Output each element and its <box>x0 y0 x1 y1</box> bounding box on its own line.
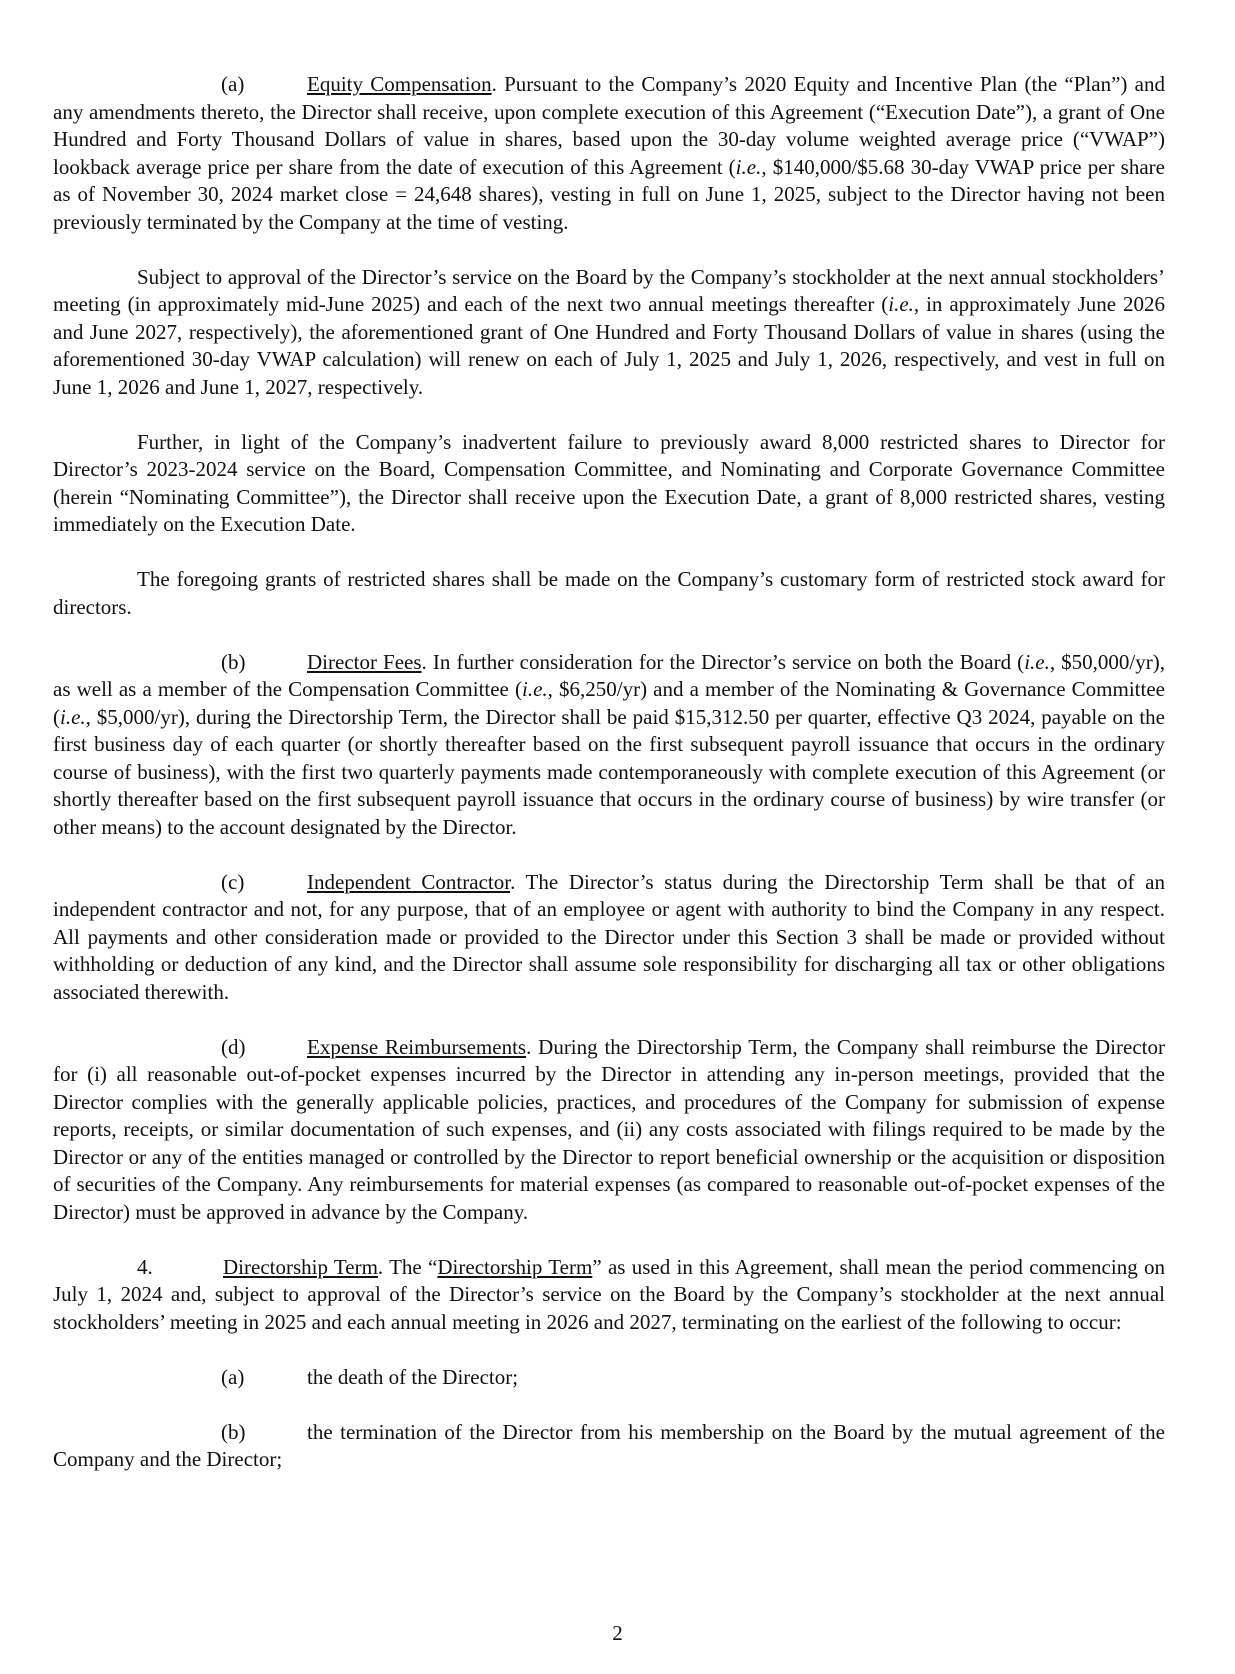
document-body <box>53 71 1165 1501</box>
section-label: 4. <box>137 1254 153 1279</box>
italic-ie: i.e. <box>888 292 914 316</box>
paragraph-text: The foregoing grants of restricted shares shall be made on the Company’s customary form of restricted stock award for directors. <box>53 567 1165 619</box>
section-text: ” as used in this Agreement, shall mean the period commencing on July 1, 2024 and, subject to approval of the Director’s service on the Board by the Company’s stockholder at the next annual stockholders’ meeting in 2025 and each annual meeting in 2026 and 2027, terminating on the earliest of the following to occur: <box>53 1254 1165 1334</box>
italic-ie: i.e. <box>60 704 86 729</box>
paragraph-4b <box>53 1419 1165 1474</box>
paragraph-4a <box>53 1364 1165 1392</box>
paragraph-3a-renewal <box>53 264 1165 402</box>
paragraph-3b-director-fees <box>53 649 1165 842</box>
paragraph-3a-restricted-shares <box>53 429 1165 539</box>
item-label: (a) <box>221 1364 245 1389</box>
clause-label: (c) <box>221 869 245 894</box>
clause-title: Independent Contractor <box>307 869 511 894</box>
item-label: (b) <box>221 1419 246 1444</box>
clause-title: Equity Compensation <box>307 72 492 96</box>
paragraph-text: Subject to approval of the Director’s service on the Board by the Company’s stockholder at the next annual stockholders’ meeting (in approximately mid-June 2025) and each of the next two annual meetings thereafter ( <box>53 264 1165 316</box>
clause-text: . Pursuant to the Company’s 2020 Equity and Incentive Plan (the “Plan”) and any amendments thereto, the Director shall receive, upon complete execution of this Agreement (“Execution Date”), a grant of One Hundred and Forty Thousand Dollars of value in shares, based upon the 30-day volume weighted average price (“VWAP”) lookback average price per share from the date of execution of this Agreement ( <box>53 72 1165 179</box>
paragraph-3a-equity-compensation <box>53 71 1165 236</box>
item-text: the termination of the Director from his membership on the Board by the mutual agreement of the Company and the Director; <box>53 1419 1165 1471</box>
paragraph-4-directorship-term <box>53 1254 1165 1337</box>
paragraph-3c-independent-contractor <box>53 869 1165 1007</box>
clause-text: . During the Directorship Term, the Company shall reimburse the Director for (i) all reasonable out-of-pocket expenses incurred by the Director in attending any in-person meetings, provided that the Director complies with the generally applicable policies, practices, and procedures of the Company for submission of expense reports, receipts, or similar documentation of such expenses, and (ii) any costs associated with filings required to be made by the Director or any of the entities managed or controlled by the Director to report beneficial ownership or the acquisition or disposition of securities of the Company. Any reimbursements for material expenses (as compared to reasonable out-of-pocket expenses of the Director) must be approved in advance by the Company. <box>53 1034 1165 1224</box>
italic-ie: i.e. <box>521 677 548 701</box>
paragraph-3d-expense-reimbursements <box>53 1034 1165 1227</box>
clause-title: Expense Reimbursements <box>307 1034 527 1059</box>
italic-ie: i.e. <box>1024 649 1050 674</box>
clause-title: Director Fees <box>307 649 422 674</box>
item-text: the death of the Director; <box>307 1364 519 1389</box>
clause-label: (d) <box>221 1034 246 1059</box>
clause-text: , $6,250/yr) and a member of the Nominating & Governance Committee ( <box>53 677 1165 729</box>
page-number: 2 <box>612 1621 623 1645</box>
paragraph-text: , in approximately June 2026 and June 2027, respectively), the aforementioned grant of One Hundred and Forty Thousand Dollars of value in shares (using the aforementioned 30-day VWAP calculation) will renew on each of July 1, 2025 and July 1, 2026, respectively, and vest in full on June 1, 2026 and June 1, 2027, respectively. <box>53 292 1165 399</box>
clause-label: (b) <box>221 649 246 674</box>
section-text: . The “ <box>377 1254 438 1279</box>
clause-text: , $50,000/yr), as well as a member of the Compensation Committee ( <box>53 649 1165 701</box>
paragraph-3a-award-form <box>53 566 1165 621</box>
defined-term: Directorship Term <box>437 1254 593 1279</box>
clause-text: , $5,000/yr), during the Directorship Term, the Director shall be paid $15,312.50 per quarter, effective Q3 2024, payable on the first business day of each quarter (or shortly thereafter based on the first subsequent payroll issuance that occurs in the ordinary course of business), with the first two quarterly payments made contemporaneously with complete execution of this Agreement (or shortly thereafter based on the first subsequent payroll issuance that occurs in the ordinary course of business) by wire transfer (or other means) to the account designated by the Director. <box>53 704 1165 839</box>
clause-text: . The Director’s status during the Directorship Term shall be that of an independent contractor and not, for any purpose, that of an employee or agent with authority to bind the Company in any respect. All payments and other consideration made or provided to the Director under this Section 3 shall be made or provided without withholding or deduction of any kind, and the Director shall assume sole responsibility for discharging all tax or other obligations associated therewith. <box>53 869 1165 1004</box>
paragraph-text: Further, in light of the Company’s inadvertent failure to previously award 8,000 restricted shares to Director for Director’s 2023-2024 service on the Board, Compensation Committee, and Nominating and Corporate Governance Committee (herein “Nominating Committee”), the Director shall receive upon the Execution Date, a grant of 8,000 restricted shares, vesting immediately on the Execution Date. <box>53 429 1165 536</box>
clause-text: , $140,000/$5.68 30-day VWAP price per share as of November 30, 2024 market close = 24,648 shares), vesting in full on June 1, 2025, subject to the Director having not been previously terminated by the Company at the time of vesting. <box>53 154 1165 234</box>
clause-text: . In further consideration for the Director’s service on both the Board ( <box>421 649 1025 674</box>
italic-ie: i.e. <box>735 154 762 179</box>
section-title: Directorship Term <box>223 1254 378 1279</box>
clause-label: (a) <box>221 72 245 96</box>
